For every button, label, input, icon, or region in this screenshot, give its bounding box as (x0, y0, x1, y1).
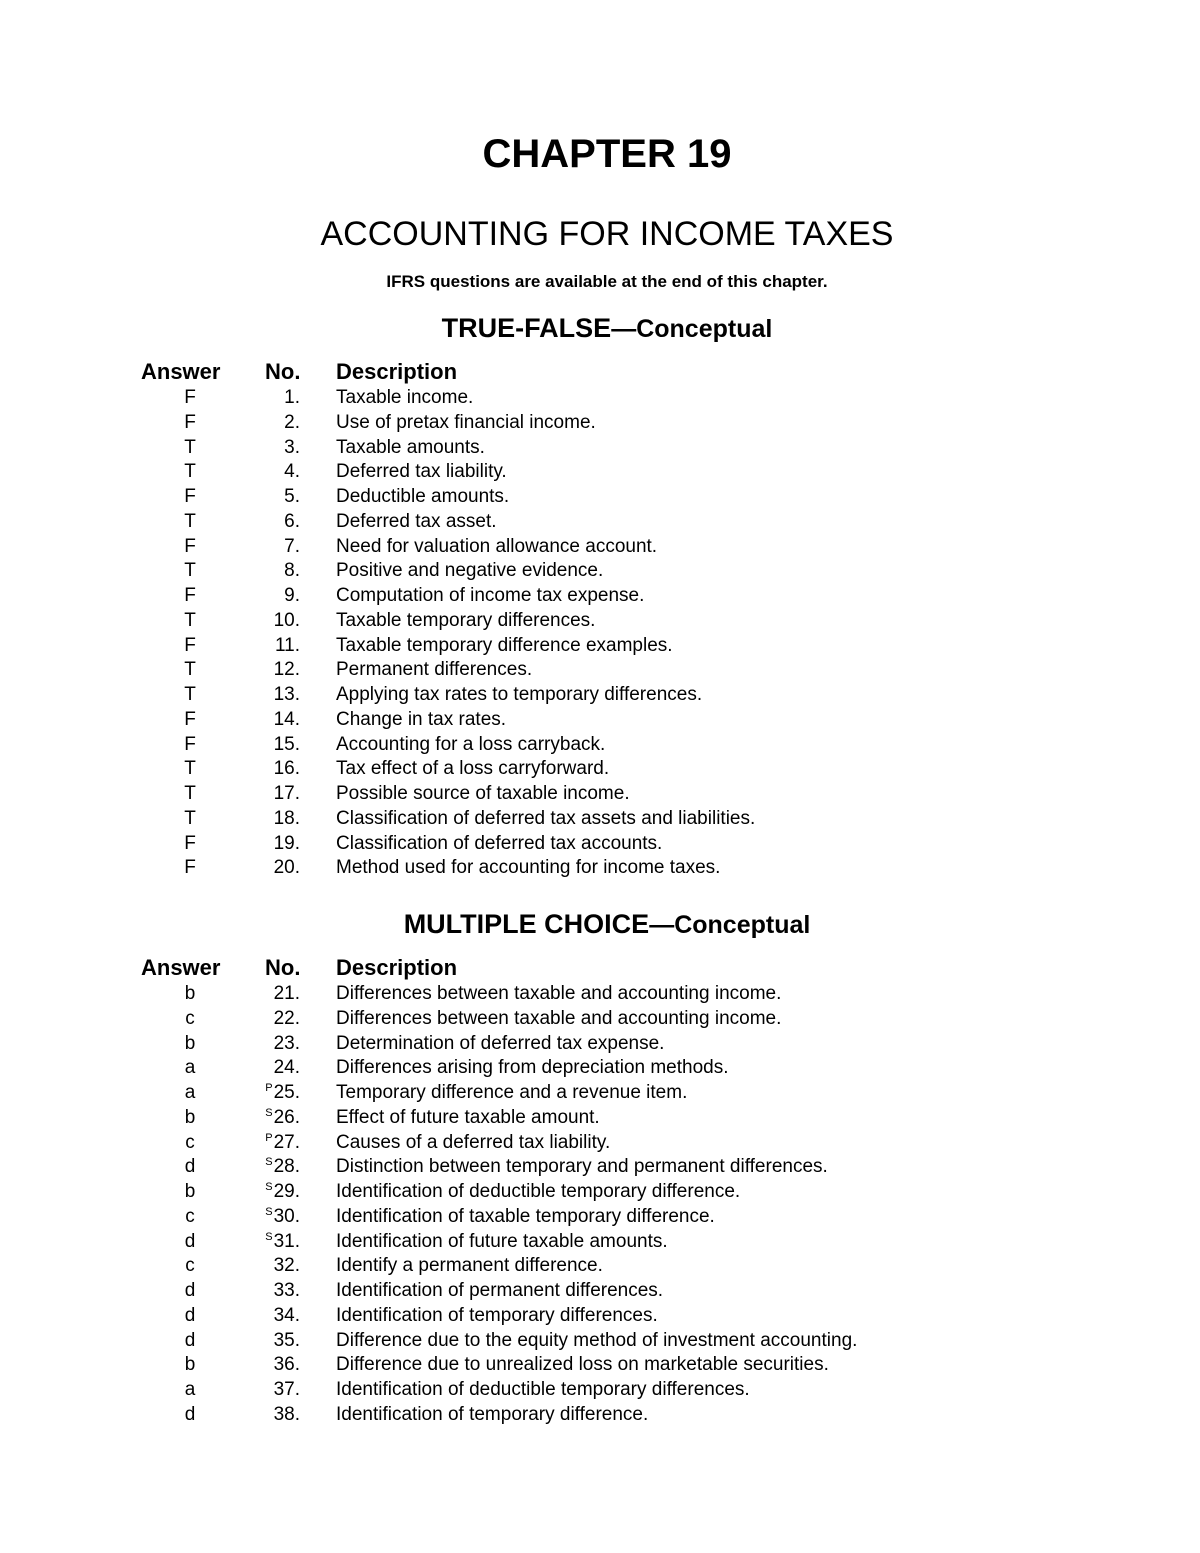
table-row (0, 485, 1200, 510)
table-row (0, 1007, 1200, 1032)
table-row (0, 1205, 1200, 1230)
description-cell: Causes of a deferred tax liability. (336, 1131, 611, 1153)
question-number-cell (274, 609, 300, 634)
question-marker: S (265, 1205, 273, 1218)
question-number-cell (274, 683, 300, 708)
question-number: 18. (273, 807, 300, 829)
question-number: 8. (284, 560, 300, 582)
question-marker: S (265, 1230, 273, 1243)
answer-cell: a (184, 1379, 196, 1400)
description-cell: Applying tax rates to temporary differences. (336, 684, 703, 705)
answer-cell: d (184, 1304, 196, 1326)
question-number-cell (274, 1056, 300, 1081)
table-row (0, 807, 1200, 832)
question-number: 28. (273, 1156, 300, 1178)
table-row (0, 411, 1200, 436)
answer-cell: a (184, 1082, 196, 1103)
description-cell: Classification of deferred tax assets and liabilities. (336, 807, 756, 829)
table-row (0, 436, 1200, 461)
question-number: 15. (273, 733, 300, 755)
question-number: 27. (273, 1131, 300, 1153)
question-marker: P (265, 1082, 273, 1094)
question-number: 7. (284, 535, 300, 557)
description-cell: Differences arising from depreciation methods. (336, 1057, 729, 1079)
description-cell: Temporary difference and a revenue item. (336, 1082, 688, 1103)
description-cell: Deductible amounts. (336, 486, 510, 507)
table-row (0, 1378, 1200, 1403)
description-cell: Identification of temporary differences. (336, 1304, 658, 1326)
answer-cell: T (184, 461, 196, 483)
question-number: 38. (273, 1403, 300, 1425)
description-cell: Distinction between temporary and permanent differences. (336, 1156, 828, 1178)
table-row (0, 1180, 1200, 1205)
question-number: 24. (273, 1057, 300, 1079)
column-header-answer: Answer (141, 955, 221, 980)
question-number-cell (284, 411, 300, 436)
chapter-title: CHAPTER 19 (482, 132, 732, 176)
answer-cell: T (184, 783, 196, 804)
question-number-cell (274, 1007, 300, 1032)
description-cell: Identification of taxable temporary difference. (336, 1205, 715, 1227)
answer-cell: d (184, 1329, 196, 1351)
table-row (0, 1329, 1200, 1354)
question-number: 3. (284, 436, 300, 458)
answer-cell: F (184, 733, 196, 755)
question-number: 37. (273, 1379, 300, 1400)
description-cell: Need for valuation allowance account. (336, 535, 658, 557)
answer-cell: d (184, 1156, 196, 1178)
column-header-description: Description (336, 955, 458, 980)
table-header (0, 357, 1200, 386)
question-number-cell (265, 1205, 300, 1232)
description-cell: Effect of future taxable amount. (336, 1106, 600, 1128)
question-number: 12. (273, 659, 300, 681)
question-number-cell (274, 807, 300, 832)
question-number-cell (274, 832, 300, 857)
section-title-sub: —Conceptual (649, 911, 811, 939)
description-cell: Differences between taxable and accounting income. (336, 983, 782, 1004)
table-row (0, 733, 1200, 758)
table-row (0, 1403, 1200, 1428)
question-number: 32. (273, 1255, 300, 1277)
question-number: 36. (273, 1354, 300, 1376)
question-number: 31. (273, 1230, 300, 1252)
table-row (0, 1155, 1200, 1180)
answer-cell: F (184, 585, 196, 606)
table-row (0, 510, 1200, 535)
column-header-no: No. (265, 359, 301, 384)
question-number: 33. (273, 1280, 300, 1301)
table-row (0, 1106, 1200, 1131)
question-number-cell (284, 510, 300, 535)
column-header-answer: Answer (141, 359, 221, 384)
question-number-cell (284, 535, 300, 560)
answer-cell: F (184, 535, 196, 557)
answer-cell: c (185, 1255, 195, 1277)
multiple-choice-table (0, 953, 1200, 1428)
table-row (0, 782, 1200, 807)
description-cell: Identification of permanent differences. (336, 1280, 664, 1301)
table-row (0, 1032, 1200, 1057)
answer-cell: b (184, 1354, 196, 1376)
question-number: 19. (273, 832, 300, 854)
table-row (0, 1056, 1200, 1081)
question-number-cell (274, 782, 300, 807)
true-false-table (0, 357, 1200, 881)
table-row (0, 386, 1200, 411)
question-number: 17. (273, 783, 300, 804)
question-number-cell (274, 1378, 300, 1403)
question-number-cell (265, 1155, 300, 1182)
description-cell: Identification of temporary difference. (336, 1403, 649, 1425)
description-cell: Permanent differences. (336, 659, 533, 681)
description-cell: Identification of future taxable amounts. (336, 1230, 668, 1252)
answer-cell: b (184, 1106, 196, 1128)
answer-cell: F (184, 486, 196, 507)
question-number-cell (284, 436, 300, 461)
table-row (0, 658, 1200, 683)
question-number: 9. (284, 585, 300, 606)
table-row (0, 832, 1200, 857)
answer-cell: d (184, 1403, 196, 1425)
answer-cell: d (184, 1230, 196, 1252)
table-row (0, 1353, 1200, 1378)
table-row (0, 634, 1200, 659)
answer-cell: T (184, 684, 196, 705)
description-cell: Taxable temporary difference examples. (336, 634, 673, 656)
description-cell: Identification of deductible temporary differences. (336, 1379, 750, 1400)
ifrs-note: IFRS questions are available at the end of this chapter. (386, 272, 828, 291)
answer-cell: b (184, 983, 196, 1004)
description-cell: Computation of income tax expense. (336, 585, 645, 606)
question-number: 14. (273, 708, 300, 730)
description-cell: Differences between taxable and accounting income. (336, 1007, 782, 1029)
question-number: 13. (273, 684, 300, 705)
question-number-cell (274, 982, 300, 1007)
description-cell: Classification of deferred tax accounts. (336, 832, 663, 854)
table-row (0, 708, 1200, 733)
section-title-main: MULTIPLE CHOICE (403, 909, 650, 939)
question-number-cell (265, 1106, 300, 1133)
column-header-no: No. (265, 955, 301, 980)
description-cell: Change in tax rates. (336, 708, 507, 730)
column-header-description: Description (336, 359, 458, 384)
question-number-cell (265, 1131, 300, 1158)
table-row (0, 1081, 1200, 1106)
question-number-cell (274, 1254, 300, 1279)
question-number: 30. (273, 1205, 300, 1227)
answer-cell: T (184, 560, 196, 582)
question-number: 26. (273, 1106, 300, 1128)
answer-cell: c (185, 1131, 195, 1153)
description-cell: Deferred tax liability. (336, 461, 507, 483)
answer-cell: d (184, 1280, 196, 1301)
description-cell: Taxable temporary differences. (336, 609, 596, 631)
answer-cell: c (185, 1007, 195, 1029)
question-number: 10. (273, 609, 300, 631)
description-cell: Identification of deductible temporary difference. (336, 1181, 741, 1202)
answer-cell: T (184, 807, 196, 829)
description-cell: Difference due to unrealized loss on marketable securities. (336, 1354, 829, 1376)
description-cell: Positive and negative evidence. (336, 560, 604, 582)
section-title-main: TRUE-FALSE (441, 313, 612, 343)
description-cell: Identify a permanent difference. (336, 1255, 603, 1277)
answer-cell: F (184, 387, 196, 408)
description-cell: Use of pretax financial income. (336, 411, 596, 433)
question-marker: S (265, 1181, 273, 1193)
question-marker: S (265, 1106, 273, 1119)
question-number: 4. (284, 461, 300, 483)
question-number: 25. (273, 1082, 300, 1103)
section-title-sub: —Conceptual (611, 315, 773, 343)
table-row (0, 1230, 1200, 1255)
answer-cell: F (184, 708, 196, 730)
answer-cell: b (184, 1032, 196, 1054)
answer-cell: F (184, 411, 196, 433)
description-cell: Taxable income. (336, 387, 474, 408)
question-number-cell (274, 1403, 300, 1428)
question-number: 6. (284, 510, 300, 532)
question-number-cell (265, 1180, 300, 1207)
section-title-true-false (0, 311, 1200, 346)
answer-cell: a (184, 1057, 196, 1079)
question-number-cell (284, 485, 300, 510)
description-cell: Taxable amounts. (336, 436, 485, 458)
table-row (0, 460, 1200, 485)
answer-cell: T (184, 436, 196, 458)
table-row (0, 856, 1200, 881)
question-number-cell (274, 733, 300, 758)
question-number: 16. (273, 758, 300, 780)
answer-cell: T (184, 510, 196, 532)
question-number-cell (284, 559, 300, 584)
question-number: 23. (273, 1032, 300, 1054)
table-row (0, 982, 1200, 1007)
description-cell: Method used for accounting for income taxes. (336, 857, 721, 879)
description-cell: Accounting for a loss carryback. (336, 733, 606, 755)
question-number: 35. (273, 1329, 300, 1351)
table-row (0, 584, 1200, 609)
question-number-cell (274, 1353, 300, 1378)
question-number-cell (284, 386, 300, 411)
chapter-subtitle: ACCOUNTING FOR INCOME TAXES (320, 215, 894, 253)
description-cell: Deferred tax asset. (336, 510, 497, 532)
question-number: 1. (284, 387, 300, 408)
answer-cell: T (184, 659, 196, 681)
table-row (0, 683, 1200, 708)
question-number-cell (284, 584, 300, 609)
table-row (0, 757, 1200, 782)
question-number-cell (274, 856, 300, 881)
answer-cell: T (184, 609, 196, 631)
question-number: 34. (273, 1304, 300, 1326)
table-row (0, 1279, 1200, 1304)
question-number-cell (275, 634, 300, 659)
question-number-cell (284, 460, 300, 485)
table-row (0, 1131, 1200, 1156)
answer-cell: c (185, 1205, 195, 1227)
description-cell: Possible source of taxable income. (336, 783, 630, 804)
table-header (0, 953, 1200, 982)
question-marker: P (265, 1131, 273, 1144)
question-number: 11. (274, 634, 300, 656)
question-number-cell (274, 757, 300, 782)
question-number-cell (274, 1279, 300, 1304)
question-number-cell (274, 1032, 300, 1057)
table-row (0, 559, 1200, 584)
question-number: 5. (284, 486, 300, 507)
answer-cell: F (184, 634, 196, 656)
description-cell: Tax effect of a loss carryforward. (336, 758, 610, 780)
question-number: 29. (273, 1181, 300, 1202)
question-number-cell (274, 708, 300, 733)
answer-cell: T (184, 758, 196, 780)
answer-cell: b (184, 1181, 196, 1202)
table-row (0, 1254, 1200, 1279)
question-number: 20. (273, 857, 300, 879)
answer-cell: F (184, 857, 196, 879)
description-cell: Determination of deferred tax expense. (336, 1032, 665, 1054)
section-title-multiple-choice (0, 907, 1200, 942)
description-cell: Difference due to the equity method of investment accounting. (336, 1329, 858, 1351)
question-number: 21. (273, 983, 300, 1004)
table-row (0, 535, 1200, 560)
question-number-cell (265, 1230, 300, 1257)
question-number-cell (274, 658, 300, 683)
question-number-cell (274, 1329, 300, 1354)
question-number-cell (265, 1081, 300, 1108)
question-number-cell (274, 1304, 300, 1329)
table-row (0, 609, 1200, 634)
question-number: 2. (284, 411, 300, 433)
question-marker: S (265, 1156, 273, 1169)
table-row (0, 1304, 1200, 1329)
answer-cell: F (184, 832, 196, 854)
question-number: 22. (273, 1007, 300, 1029)
